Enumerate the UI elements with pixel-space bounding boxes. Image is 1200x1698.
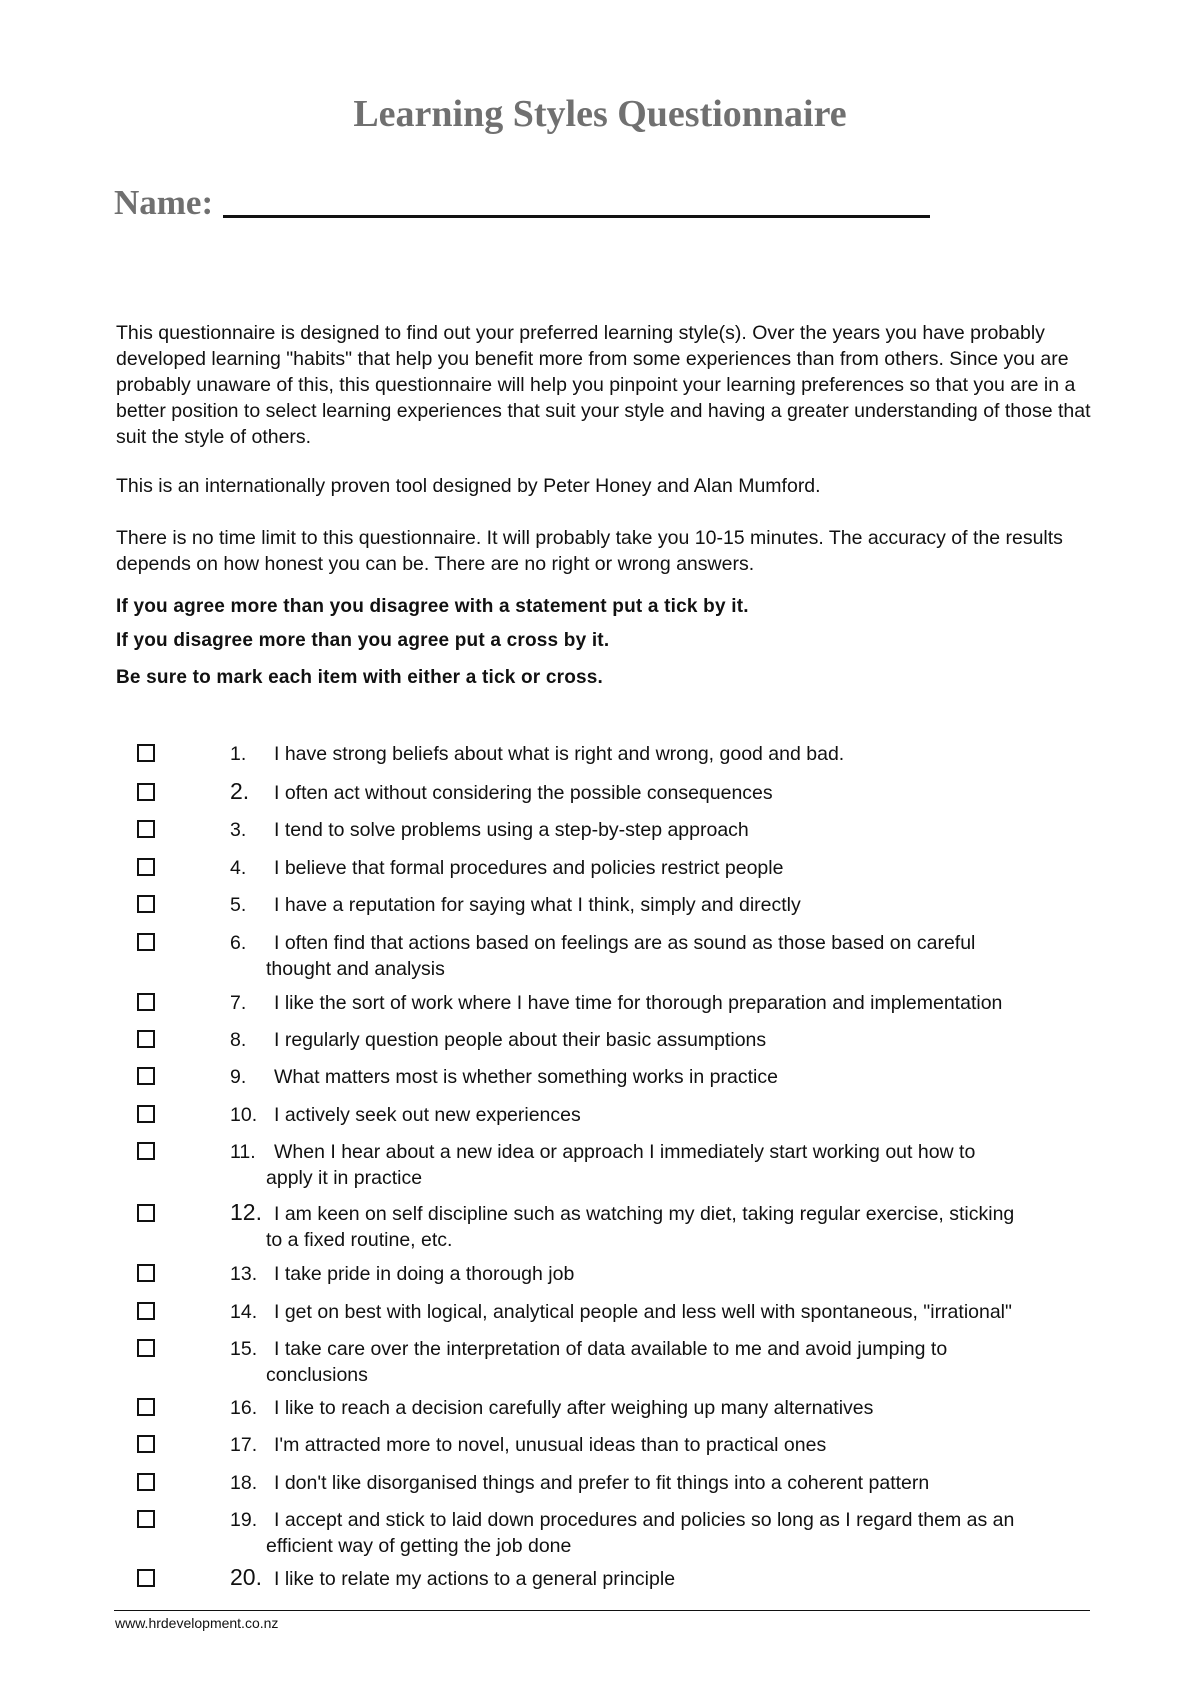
footer-divider bbox=[114, 1610, 1090, 1611]
intro-paragraph-purpose: This questionnaire is designed to find out your preferred learning style(s). Over the years you have probably developed learning "habits" that help you benefit more from some experiences than from others. Since you are probably unaware of this, this questionnaire will help you pinpoint your learning preferences so that you are in a better position to select learning experiences that suit your style and having a greater understanding of those that suit the style of others. bbox=[116, 322, 1091, 448]
answer-checkbox[interactable] bbox=[137, 1473, 155, 1491]
question-number: 10. bbox=[230, 1104, 258, 1126]
question-text: I take care over the interpretation of data available to me and avoid jumping to conclusions bbox=[266, 1338, 948, 1386]
question-number: 2. bbox=[230, 778, 250, 804]
question-text: I am keen on self discipline such as watching my diet, taking regular exercise, sticking to a fixed routine, etc. bbox=[266, 1203, 1015, 1251]
instruction-agree: If you agree more than you disagree with a statement put a tick by it. bbox=[116, 596, 749, 617]
answer-checkbox[interactable] bbox=[137, 1435, 155, 1453]
question-number: 19. bbox=[230, 1509, 258, 1531]
question-text: What matters most is whether something works in practice bbox=[274, 1066, 778, 1088]
answer-checkbox[interactable] bbox=[137, 1510, 155, 1528]
question-number: 6. bbox=[230, 932, 247, 954]
question-number: 20. bbox=[230, 1564, 262, 1590]
question-number: 5. bbox=[230, 894, 247, 916]
intro-paragraph-authors: This is an internationally proven tool designed by Peter Honey and Alan Mumford. bbox=[116, 475, 821, 497]
intro-paragraph-time: There is no time limit to this questionnaire. It will probably take you 10-15 minutes. The accuracy of the results depends on how honest you can be. There are no right or wrong answers. bbox=[116, 527, 1063, 575]
question-number: 14. bbox=[230, 1301, 258, 1323]
question-number: 1. bbox=[230, 743, 247, 765]
question-number: 16. bbox=[230, 1397, 258, 1419]
question-text: I have strong beliefs about what is right and wrong, good and bad. bbox=[274, 743, 845, 765]
question-number: 7. bbox=[230, 992, 247, 1014]
answer-checkbox[interactable] bbox=[137, 744, 155, 762]
question-text: I take pride in doing a thorough job bbox=[274, 1263, 575, 1285]
question-text: I'm attracted more to novel, unusual ideas than to practical ones bbox=[274, 1434, 827, 1456]
question-text: I often find that actions based on feelings are as sound as those based on careful thought and analysis bbox=[266, 932, 976, 980]
answer-checkbox[interactable] bbox=[137, 1398, 155, 1416]
question-text: I actively seek out new experiences bbox=[274, 1104, 581, 1126]
question-text: I accept and stick to laid down procedures and policies so long as I regard them as an efficient way of getting the job done bbox=[266, 1509, 1015, 1557]
answer-checkbox[interactable] bbox=[137, 933, 155, 951]
answer-checkbox[interactable] bbox=[137, 1204, 155, 1222]
question-number: 15. bbox=[230, 1338, 258, 1360]
answer-checkbox[interactable] bbox=[137, 895, 155, 913]
answer-checkbox[interactable] bbox=[137, 1302, 155, 1320]
question-number: 4. bbox=[230, 857, 247, 879]
question-text: I have a reputation for saying what I think, simply and directly bbox=[274, 894, 801, 916]
answer-checkbox[interactable] bbox=[137, 858, 155, 876]
question-text: I believe that formal procedures and policies restrict people bbox=[274, 857, 784, 879]
instruction-disagree: If you disagree more than you agree put a cross by it. bbox=[116, 630, 610, 651]
name-field-row bbox=[114, 185, 930, 220]
question-number: 18. bbox=[230, 1472, 258, 1494]
name-label: Name: bbox=[114, 183, 214, 222]
answer-checkbox[interactable] bbox=[137, 1339, 155, 1357]
answer-checkbox[interactable] bbox=[137, 1067, 155, 1085]
name-input-line[interactable] bbox=[223, 215, 930, 218]
question-text: I like to relate my actions to a general principle bbox=[274, 1568, 676, 1590]
question-number: 17. bbox=[230, 1434, 258, 1456]
instruction-mark-each: Be sure to mark each item with either a tick or cross. bbox=[116, 667, 604, 688]
footer-url: www.hrdevelopment.co.nz bbox=[115, 1615, 279, 1631]
question-text: I tend to solve problems using a step-by-step approach bbox=[274, 819, 749, 841]
question-number: 3. bbox=[230, 819, 247, 841]
question-text: I regularly question people about their basic assumptions bbox=[274, 1029, 767, 1051]
answer-checkbox[interactable] bbox=[137, 1569, 155, 1587]
answer-checkbox[interactable] bbox=[137, 1105, 155, 1123]
answer-checkbox[interactable] bbox=[137, 1264, 155, 1282]
question-number: 13. bbox=[230, 1263, 258, 1285]
question-text: I get on best with logical, analytical people and less well with spontaneous, "irrational" bbox=[274, 1301, 1012, 1323]
question-text: I like to reach a decision carefully after weighing up many alternatives bbox=[274, 1397, 874, 1419]
question-text: I often act without considering the possible consequences bbox=[274, 782, 773, 804]
question-text: I don't like disorganised things and prefer to fit things into a coherent pattern bbox=[274, 1472, 930, 1494]
question-number: 11. bbox=[230, 1141, 256, 1163]
question-text: When I hear about a new idea or approach I immediately start working out how to apply it in practice bbox=[266, 1141, 976, 1189]
answer-checkbox[interactable] bbox=[137, 820, 155, 838]
answer-checkbox[interactable] bbox=[137, 783, 155, 801]
question-number: 12. bbox=[230, 1199, 262, 1225]
answer-checkbox[interactable] bbox=[137, 1142, 155, 1160]
page-title: Learning Styles Questionnaire bbox=[353, 93, 847, 135]
answer-checkbox[interactable] bbox=[137, 1030, 155, 1048]
question-number: 9. bbox=[230, 1066, 247, 1088]
question-number: 8. bbox=[230, 1029, 247, 1051]
answer-checkbox[interactable] bbox=[137, 993, 155, 1011]
question-text: I like the sort of work where I have time for thorough preparation and implementation bbox=[274, 992, 1003, 1014]
